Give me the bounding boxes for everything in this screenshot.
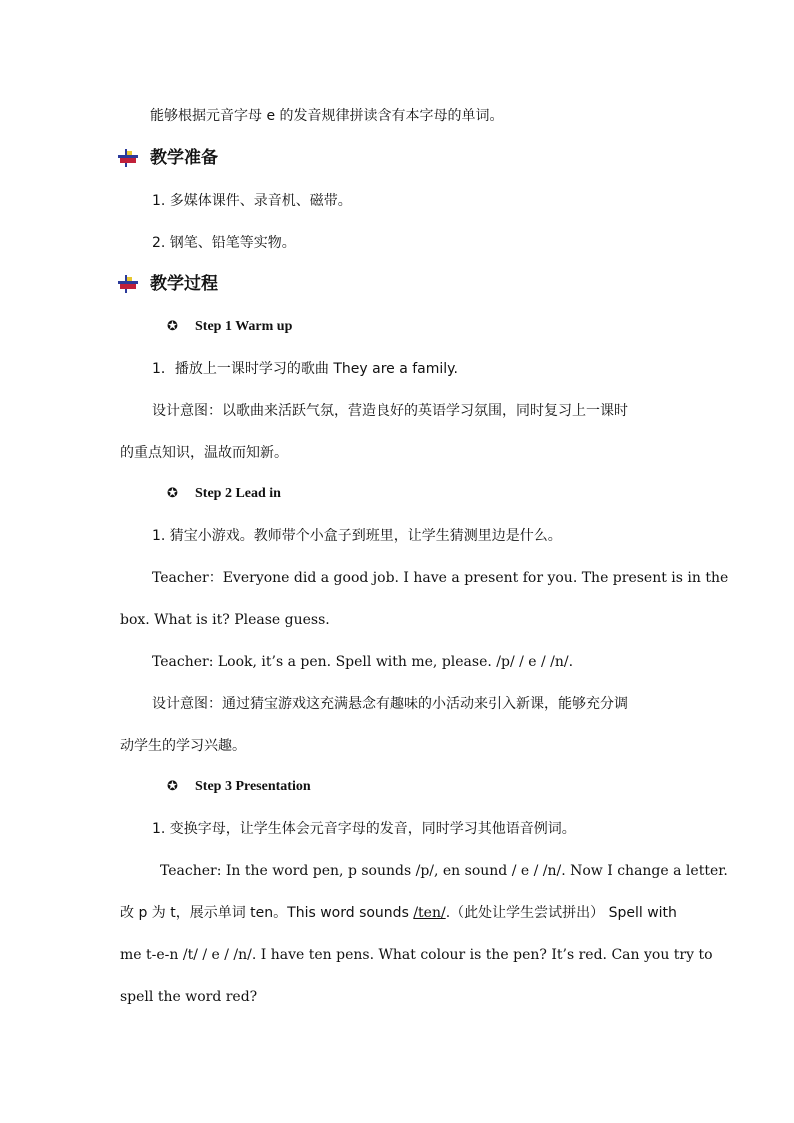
step-line-part: .（此处让学生尝试拼出） Spell with — [445, 905, 677, 921]
step-line: box. What is it? Please guess. — [120, 612, 330, 628]
step-line: 1. 变换字母，让学生体会元音字母的发音，同时学习其他语音例词。 — [152, 821, 576, 837]
heading-text: 教学准备 — [150, 148, 218, 168]
flag-icon — [118, 149, 138, 167]
list-item: 2. 钢笔、铅笔等实物。 — [152, 235, 296, 251]
step-line: 1．播放上一课时学习的歌曲 They are a family. — [152, 361, 458, 377]
flag-icon — [118, 275, 138, 293]
step-line: 设计意图：以歌曲来活跃气氛，营造良好的英语学习氛围，同时复习上一课时 — [152, 403, 628, 419]
step-line: Teacher: In the word pen, p sounds /p/, en sound / e / /n/. Now I change a letter. — [160, 863, 728, 879]
step-line: spell the word red? — [120, 989, 258, 1005]
step-line: me t-e-n /t/ / e / /n/. I have ten pens. What colour is the pen? It’s red. Can you try to — [120, 947, 713, 963]
step-title-text: Step 1 Warm up — [195, 319, 293, 334]
step-line: 的重点知识，温故而知新。 — [120, 445, 288, 461]
step-title-text: Step 3 Presentation — [195, 779, 311, 794]
step-title-text: Step 2 Lead in — [195, 486, 281, 501]
step-title — [167, 318, 292, 336]
step-line: 1. 猜宝小游戏。教师带个小盒子到班里，让学生猜测里边是什么。 — [152, 528, 562, 544]
step-line: 动学生的学习兴趣。 — [120, 738, 246, 754]
list-item: 1. 多媒体课件、录音机、磁带。 — [152, 193, 352, 209]
step-line-part: 改 p 为 t，展示单词 ten。This word sounds — [120, 905, 414, 921]
intro-line: 能够根据元音字母 e 的发音规律拼读含有本字母的单词。 — [150, 108, 504, 124]
step-line: Teacher：Everyone did a good job. I have a present for you. The present is in the — [152, 570, 729, 586]
step-title — [167, 485, 281, 503]
star-circle-icon: ✪ — [167, 779, 178, 794]
step-line: Teacher: Look, it’s a pen. Spell with me, please. /p/ / e / /n/. — [152, 654, 574, 670]
star-circle-icon: ✪ — [167, 486, 178, 501]
phonetic-ten: /ten/ — [413, 905, 446, 921]
step-title — [167, 778, 311, 796]
step-line: 设计意图：通过猜宝游戏这充满悬念有趣味的小活动来引入新课，能够充分调 — [152, 696, 628, 712]
step-line — [120, 904, 677, 922]
heading-text: 教学过程 — [150, 274, 218, 294]
star-circle-icon: ✪ — [167, 319, 178, 334]
